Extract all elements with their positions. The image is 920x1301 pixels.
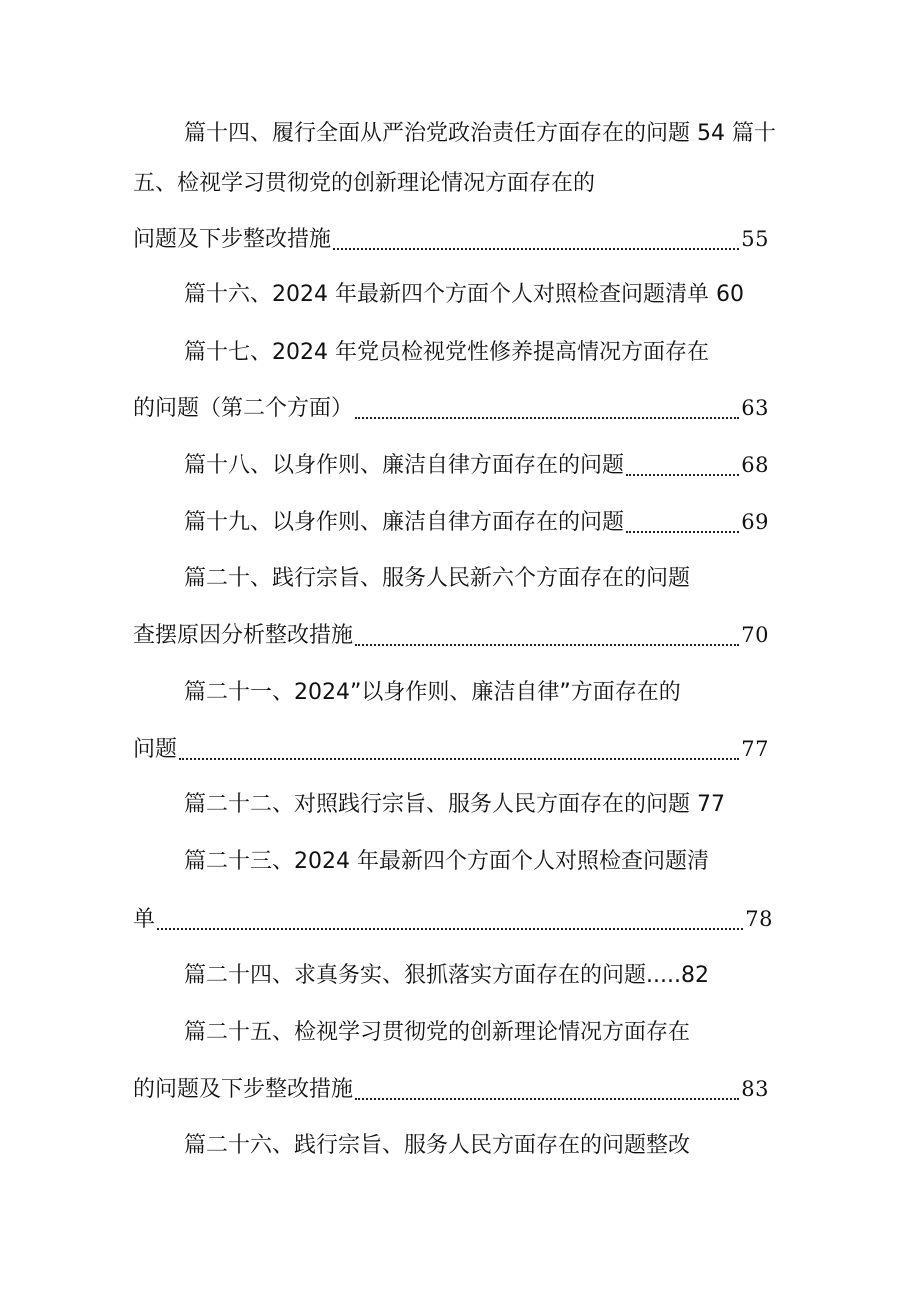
- leader-dots: [179, 758, 739, 760]
- toc-page-number: 55: [741, 227, 769, 251]
- toc-entry[interactable]: [133, 219, 769, 259]
- toc-entry-text: 篇二十二、对照践行宗旨、服务人民方面存在的问题 77: [184, 792, 725, 817]
- toc-page-number: 77: [741, 737, 769, 761]
- leader-dots: [626, 474, 739, 476]
- toc-entry[interactable]: [184, 842, 709, 882]
- toc-entry-text: 篇二十、践行宗旨、服务人民新六个方面存在的问题: [184, 566, 691, 591]
- toc-entry[interactable]: [184, 1013, 690, 1053]
- toc-entry-text: 五、检视学习贯彻党的创新理论情况方面存在的: [133, 171, 596, 196]
- toc-entry-text: 问题及下步整改措施: [133, 227, 332, 252]
- toc-entry[interactable]: [133, 164, 769, 204]
- toc-entry[interactable]: [133, 899, 773, 939]
- toc-entry[interactable]: [184, 275, 744, 315]
- leader-dots: [333, 248, 739, 250]
- toc-page-number: 83: [741, 1077, 769, 1101]
- toc-entry-text: 问题: [133, 737, 178, 762]
- toc-entry[interactable]: [184, 445, 769, 485]
- toc-entry-text: 查摆原因分析整改措施: [133, 623, 354, 648]
- toc-entry-text: 篇二十三、2024 年最新四个方面个人对照检查问题清: [184, 849, 709, 874]
- toc-entry-text: 的问题（第二个方面）: [133, 396, 354, 421]
- toc-page-number: 68: [741, 453, 769, 477]
- leader-dots: [355, 1098, 739, 1100]
- toc-entry-text: 篇二十四、求真务实、狠抓落实方面存在的问题.....82: [184, 963, 709, 988]
- toc-entry[interactable]: [184, 502, 769, 542]
- toc-page-number: 69: [741, 510, 769, 534]
- toc-entry[interactable]: [184, 333, 709, 373]
- toc-page-number: 78: [745, 907, 773, 931]
- toc-entry[interactable]: [184, 785, 725, 825]
- toc-entry[interactable]: [184, 559, 690, 599]
- leader-dots: [355, 417, 739, 419]
- toc-entry-text: 篇十四、履行全面从严治党政治责任方面存在的问题 54 篇十: [184, 121, 776, 146]
- toc-entry-text: 篇十九、以身作则、廉洁自律方面存在的问题: [184, 510, 625, 535]
- toc-entry[interactable]: [133, 388, 769, 428]
- toc-entry[interactable]: [133, 1069, 769, 1109]
- toc-entry-text: 的问题及下步整改措施: [133, 1077, 354, 1102]
- toc-entry-text: 篇二十六、践行宗旨、服务人民方面存在的问题整改: [184, 1133, 691, 1158]
- leader-dots: [157, 928, 743, 930]
- toc-entry[interactable]: [184, 114, 776, 154]
- toc-entry[interactable]: [133, 615, 769, 655]
- toc-entry[interactable]: [133, 729, 769, 769]
- toc-entry[interactable]: [184, 956, 709, 996]
- leader-dots: [626, 531, 739, 533]
- toc-entry-text: 篇十七、2024 年党员检视党性修养提高情况方面存在: [184, 340, 709, 365]
- toc-entry-text: 篇十六、2024 年最新四个方面个人对照检查问题清单 60: [184, 282, 744, 307]
- leader-dots: [355, 644, 739, 646]
- toc-entry-text: 篇二十一、2024”以身作则、廉洁自律”方面存在的: [184, 680, 681, 705]
- toc-entry-text: 单: [133, 907, 156, 932]
- toc-page-number: 63: [741, 396, 769, 420]
- toc-page-number: 70: [741, 623, 769, 647]
- toc-entry-text: 篇二十五、检视学习贯彻党的创新理论情况方面存在: [184, 1020, 691, 1045]
- toc-entry[interactable]: [184, 1126, 690, 1166]
- toc-entry[interactable]: [184, 673, 681, 713]
- toc-entry-text: 篇十八、以身作则、廉洁自律方面存在的问题: [184, 453, 625, 478]
